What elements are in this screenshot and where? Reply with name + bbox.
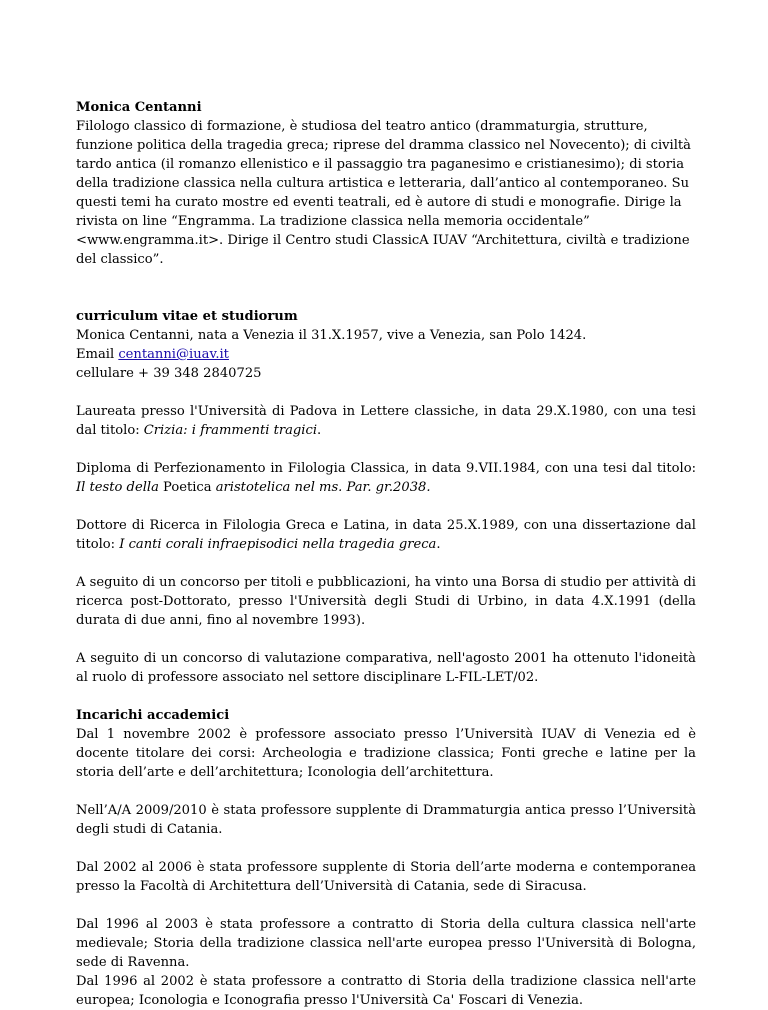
email-link[interactable]: centanni@iuav.it	[118, 347, 229, 362]
cv-birth-line: Monica Centanni, nata a Venezia il 31.X.1957, vive a Venezia, san Polo 1424.	[76, 328, 587, 343]
idoneita-paragraph: A seguito di un concorso di valutazione comparativa, nell'agosto 2001 ha ottenuto l'idoneità al ruolo di professore associato nel settore disciplinare L-FIL-LET/02.	[76, 651, 696, 685]
cv-email-line	[76, 345, 696, 364]
laurea-thesis-title: Crizia: i frammenti tragici	[143, 423, 318, 438]
dottorato-paragraph	[76, 516, 696, 554]
incarico-catania: Nell’A/A 2009/2010 è stata professore supplente di Drammaturgia antica presso l’Università degli studi di Catania.	[76, 803, 696, 837]
diploma-paragraph	[76, 459, 696, 497]
document-body	[76, 98, 696, 1010]
dottorato-thesis-title: I canti corali infraepisodici nella tragedia greca	[119, 537, 437, 552]
incarico-iuav: Dal 1 novembre 2002 è professore associato presso l’Università IUAV di Venezia ed è docente titolare dei corsi: Archeologia e tradizione classica; Fonti greche e latine per la storia dell’arte e dell’architettura; Iconologia dell’architettura.	[76, 727, 696, 780]
incarico-bologna: Dal 1996 al 2003 è stata professore a contratto di Storia della cultura classica nell'arte medievale; Storia della tradizione classica nell'arte europea presso l'Università di Bologna, sede di Ravenna.	[76, 917, 696, 970]
laurea-end: .	[317, 423, 322, 438]
diploma-thesis-title-c: aristotelica nel ms. Par. gr.2038.	[215, 480, 431, 495]
bio-paragraph: Filologo classico di formazione, è studiosa del teatro antico (drammaturgia, strutture, funzione politica della tragedia greca; riprese del dramma classico nel Novecento); di civiltà tardo antica (il romanzo ellenistico e il passaggio tra paganesimo e cristianesimo); di storia della tradizione classica nella cultura artistica e letteraria, dall’antico al contemporaneo. Su questi temi ha curato mostre ed eventi teatrali, ed è autore di studi e monografie. Dirige la rivista on line “Engramma. La tradizione classica nella memoria occidentale” <www.engramma.it>. Dirige il Centro studi ClassicA IUAV “Architettura, civiltà e tradizione del classico”.	[76, 119, 691, 267]
cv-heading: curriculum vitae et studiorum	[76, 309, 298, 324]
cv-phone-line: cellulare + 39 348 2840725	[76, 366, 262, 381]
incarichi-heading: Incarichi accademici	[76, 708, 230, 723]
laurea-text: Laureata presso l'Università di Padova in Lettere classiche, in data 29.X.1980, con una tesi dal titolo:	[76, 404, 696, 438]
incarico-siracusa: Dal 2002 al 2006 è stata professore supplente di Storia dell’arte moderna e contemporanea presso la Facoltà di Architettura dell’Università di Catania, sede di Siracusa.	[76, 860, 696, 894]
borsa-paragraph: A seguito di un concorso per titoli e pubblicazioni, ha vinto una Borsa di studio per attività di ricerca post-Dottorato, presso l'Università degli Studi di Urbino, in data 4.X.1991 (della durata di due anni, fino al novembre 1993).	[76, 575, 696, 628]
diploma-thesis-title-a: Il testo della	[76, 480, 159, 495]
email-label: Email	[76, 347, 119, 362]
dottorato-text: Dottore di Ricerca in Filologia Greca e Latina, in data 25.X.1989, con una dissertazione dal titolo:	[76, 518, 696, 552]
author-name: Monica Centanni	[76, 100, 202, 115]
incarico-venezia: Dal 1996 al 2002 è stata professore a contratto di Storia della tradizione classica nell'arte europea; Iconologia e Iconografia presso l'Università Ca' Foscari di Venezia.	[76, 974, 696, 1008]
diploma-text: Diploma di Perfezionamento in Filologia Classica, in data 9.VII.1984, con una tesi dal titolo:	[76, 461, 696, 476]
laurea-paragraph	[76, 402, 696, 440]
dottorato-end: .	[436, 537, 441, 552]
diploma-thesis-title-b: Poetica	[158, 480, 216, 495]
